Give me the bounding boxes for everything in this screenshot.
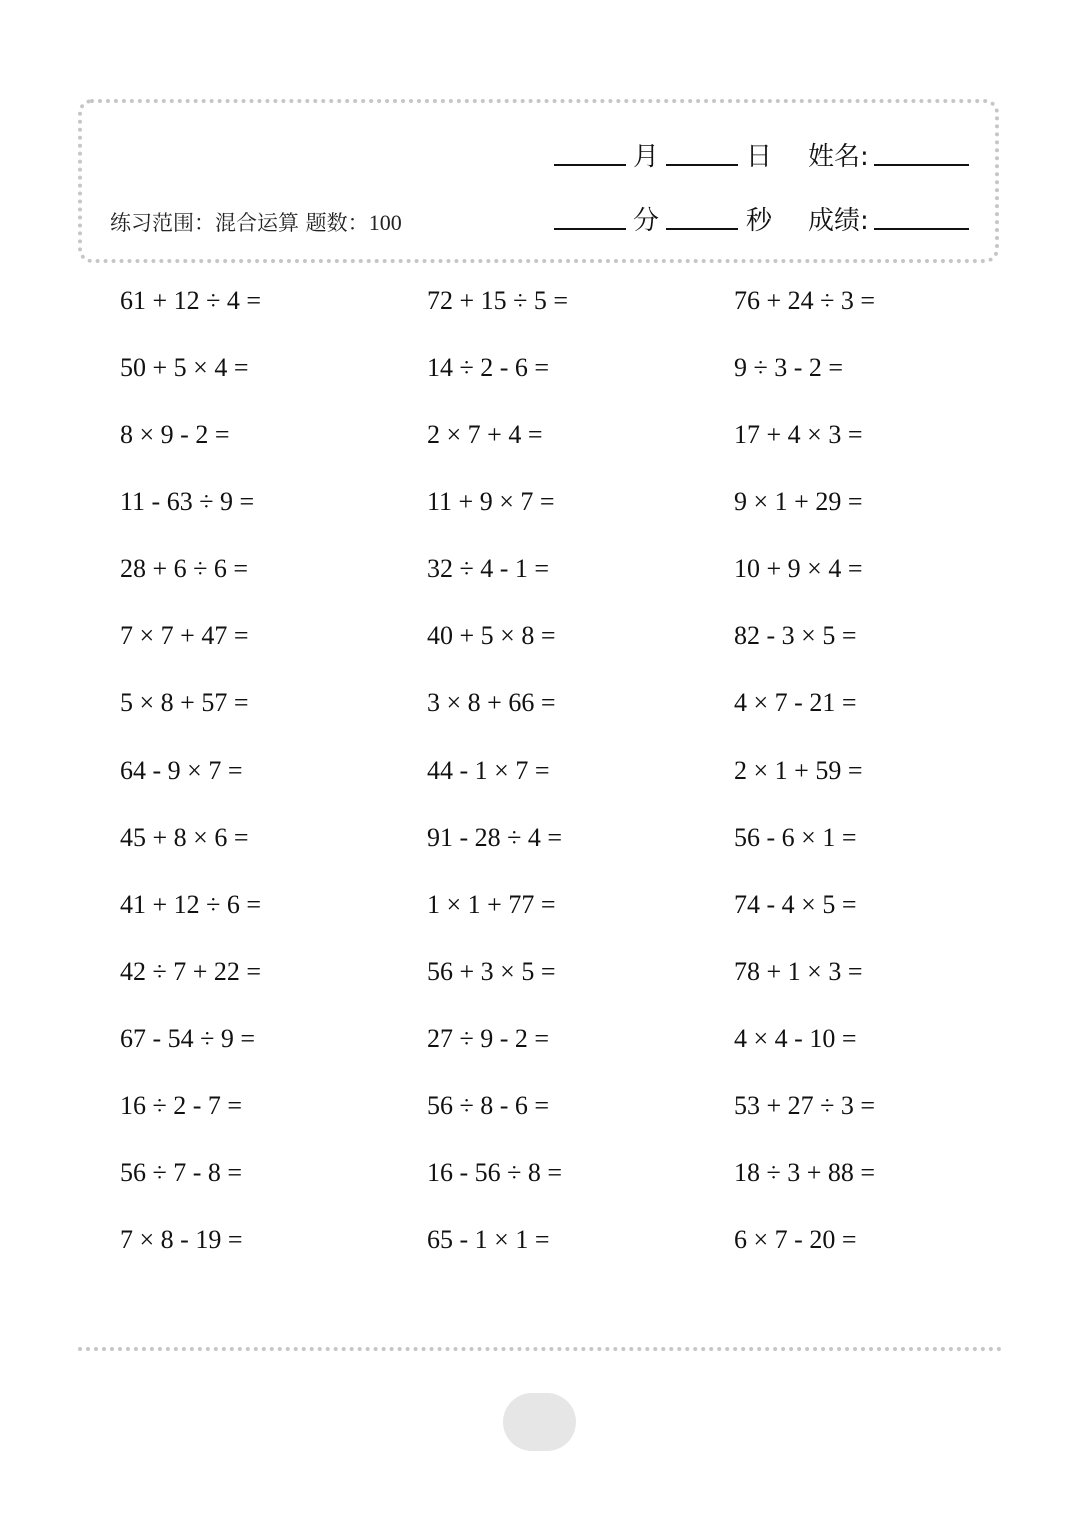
problem-item: 67 - 54 ÷ 9 =	[120, 1023, 256, 1053]
problem-item: 56 - 6 × 1 =	[734, 822, 857, 852]
problem-item: 1 × 1 + 77 =	[427, 889, 556, 919]
problem-item: 78 + 1 × 3 =	[734, 956, 863, 986]
problem-item: 91 - 28 ÷ 4 =	[427, 822, 563, 852]
problem-item: 61 + 12 ÷ 4 =	[120, 286, 262, 315]
problem-item: 4 × 7 - 21 =	[734, 688, 857, 718]
problem-item: 18 ÷ 3 + 88 =	[734, 1157, 876, 1187]
problem-item: 14 ÷ 2 - 6 =	[427, 353, 550, 383]
score-label: 成绩:	[808, 206, 869, 236]
problem-item: 9 × 1 + 29 =	[734, 487, 863, 517]
problem-item: 3 × 8 + 66 =	[427, 688, 556, 718]
problem-item: 16 ÷ 2 - 7 =	[120, 1090, 243, 1120]
problem-item: 6 × 7 - 20 =	[734, 1225, 857, 1254]
problem-item: 56 ÷ 8 - 6 =	[427, 1090, 550, 1120]
problem-item: 4 × 4 - 10 =	[734, 1023, 857, 1053]
month-label: 月	[633, 142, 660, 172]
problem-item: 65 - 1 × 1 =	[427, 1225, 550, 1254]
problem-item: 82 - 3 × 5 =	[734, 621, 857, 651]
problem-item: 8 × 9 - 2 =	[120, 420, 230, 450]
problem-item: 45 + 8 × 6 =	[120, 822, 249, 852]
problem-item: 76 + 24 ÷ 3 =	[734, 286, 876, 315]
problem-item: 11 + 9 × 7 =	[427, 487, 555, 517]
name-label: 姓名:	[808, 142, 869, 172]
problem-count: 100	[368, 210, 402, 235]
problem-item: 16 - 56 ÷ 8 =	[427, 1157, 563, 1187]
problem-item: 72 + 15 ÷ 5 =	[427, 286, 569, 315]
problem-item: 44 - 1 × 7 =	[427, 755, 550, 785]
problem-item: 9 ÷ 3 - 2 =	[734, 353, 844, 383]
problem-item: 2 × 1 + 59 =	[734, 755, 863, 785]
problem-item: 40 + 5 × 8 =	[427, 621, 556, 651]
problem-item: 50 + 5 × 4 =	[120, 353, 249, 383]
problem-item: 2 × 7 + 4 =	[427, 420, 543, 450]
second-label: 秒	[746, 206, 773, 236]
problem-item: 5 × 8 + 57 =	[120, 688, 249, 718]
problem-item: 7 × 7 + 47 =	[120, 621, 249, 651]
problem-item: 56 ÷ 7 - 8 =	[120, 1157, 243, 1187]
problem-item: 32 ÷ 4 - 1 =	[427, 554, 550, 584]
problem-item: 74 - 4 × 5 =	[734, 889, 857, 919]
problem-item: 56 + 3 × 5 =	[427, 956, 556, 986]
problem-item: 53 + 27 ÷ 3 =	[734, 1090, 876, 1120]
problem-item: 17 + 4 × 3 =	[734, 420, 863, 450]
problem-item: 41 + 12 ÷ 6 =	[120, 889, 262, 919]
problem-item: 7 × 8 - 19 =	[120, 1225, 243, 1254]
footer-divider	[78, 1347, 1002, 1351]
problem-item: 10 + 9 × 4 =	[734, 554, 863, 584]
day-label: 日	[746, 142, 773, 172]
problem-item: 28 + 6 ÷ 6 =	[120, 554, 249, 584]
practice-range-text: 练习范围：混合运算 题数：	[110, 211, 369, 235]
page-number-badge	[503, 1393, 576, 1451]
problem-item: 42 ÷ 7 + 22 =	[120, 956, 262, 986]
problem-item: 27 ÷ 9 - 2 =	[427, 1023, 550, 1053]
minute-label: 分	[633, 206, 660, 236]
problem-item: 11 - 63 ÷ 9 =	[120, 487, 255, 517]
problem-item: 64 - 9 × 7 =	[120, 755, 243, 785]
